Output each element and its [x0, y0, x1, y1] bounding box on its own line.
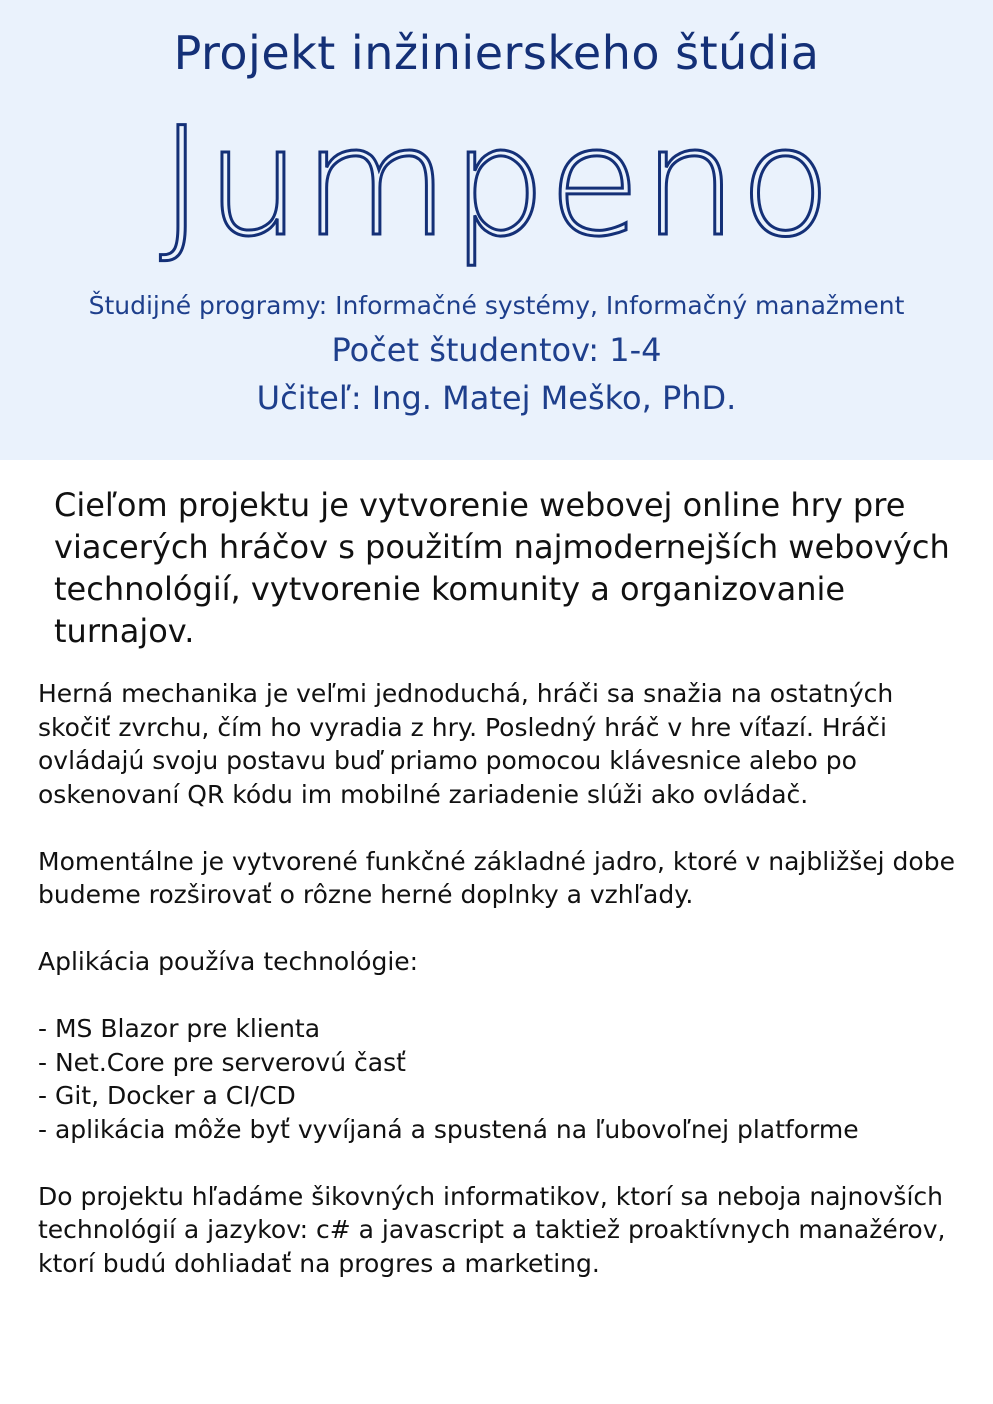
- tech-list-item: - Git, Docker a CI/CD: [38, 1081, 296, 1110]
- teacher-name: Učiteľ: Ing. Matej Meško, PhD.: [256, 379, 737, 417]
- recruit-paragraph: Do projektu hľadáme šikovných informatikov, ktorí sa neboja najnovších technológií a jazykov: c# a javascript a taktiež proaktívnych manažérov, ktorí budú dohliadať na progres a marketing.: [38, 1181, 946, 1278]
- paragraph-gap: [38, 912, 968, 946]
- student-count: Počet študentov: 1-4: [331, 331, 662, 369]
- paragraph-gap: [38, 979, 968, 1013]
- header-banner: [0, 0, 993, 460]
- tech-heading: Aplikácia používa technológie:: [38, 947, 419, 976]
- paragraph-gap: [38, 1146, 968, 1180]
- jumpeno-logo: Jumpeno: [159, 96, 834, 270]
- tech-list-item: - aplikácia môže byť vyvíjaná a spustená na ľubovoľnej platforme: [38, 1114, 859, 1144]
- paragraph-gap: [38, 811, 968, 845]
- study-programs: Študijné programy: Informačné systémy, Informačný manažment: [88, 291, 905, 320]
- project-title: Projekt inžinierskeho štúdia: [173, 26, 820, 80]
- status-paragraph: Momentálne je vytvorené funkčné základné jadro, ktoré v najbližšej dobe budeme rozširovať o rôzne herné doplnky a vzhľady.: [38, 846, 955, 909]
- tech-list-item: - MS Blazor pre klienta: [38, 1014, 321, 1043]
- tech-list: [38, 1012, 968, 1146]
- mechanics-paragraph: Herná mechanika je veľmi jednoduchá, hráči sa snažia na ostatných skočiť zvrchu, čím ho vyradia z hry. Posledný hráč v hre víťazí. Hráči ovládajú svoju postavu buď priamo pomocou klávesnice alebo po oskenovaní QR kódu im mobilné zariadenie slúži ako ovládač.: [38, 679, 894, 809]
- intro-paragraph: Cieľom projektu je vytvorenie webovej online hry pre viacerých hráčov s použitím najmodernejších webových technológií, vytvorenie komunity a organizovanie turnajov.: [54, 486, 950, 650]
- tech-list-item: - Net.Core pre serverovú časť: [38, 1047, 406, 1077]
- body-content: [38, 677, 968, 1280]
